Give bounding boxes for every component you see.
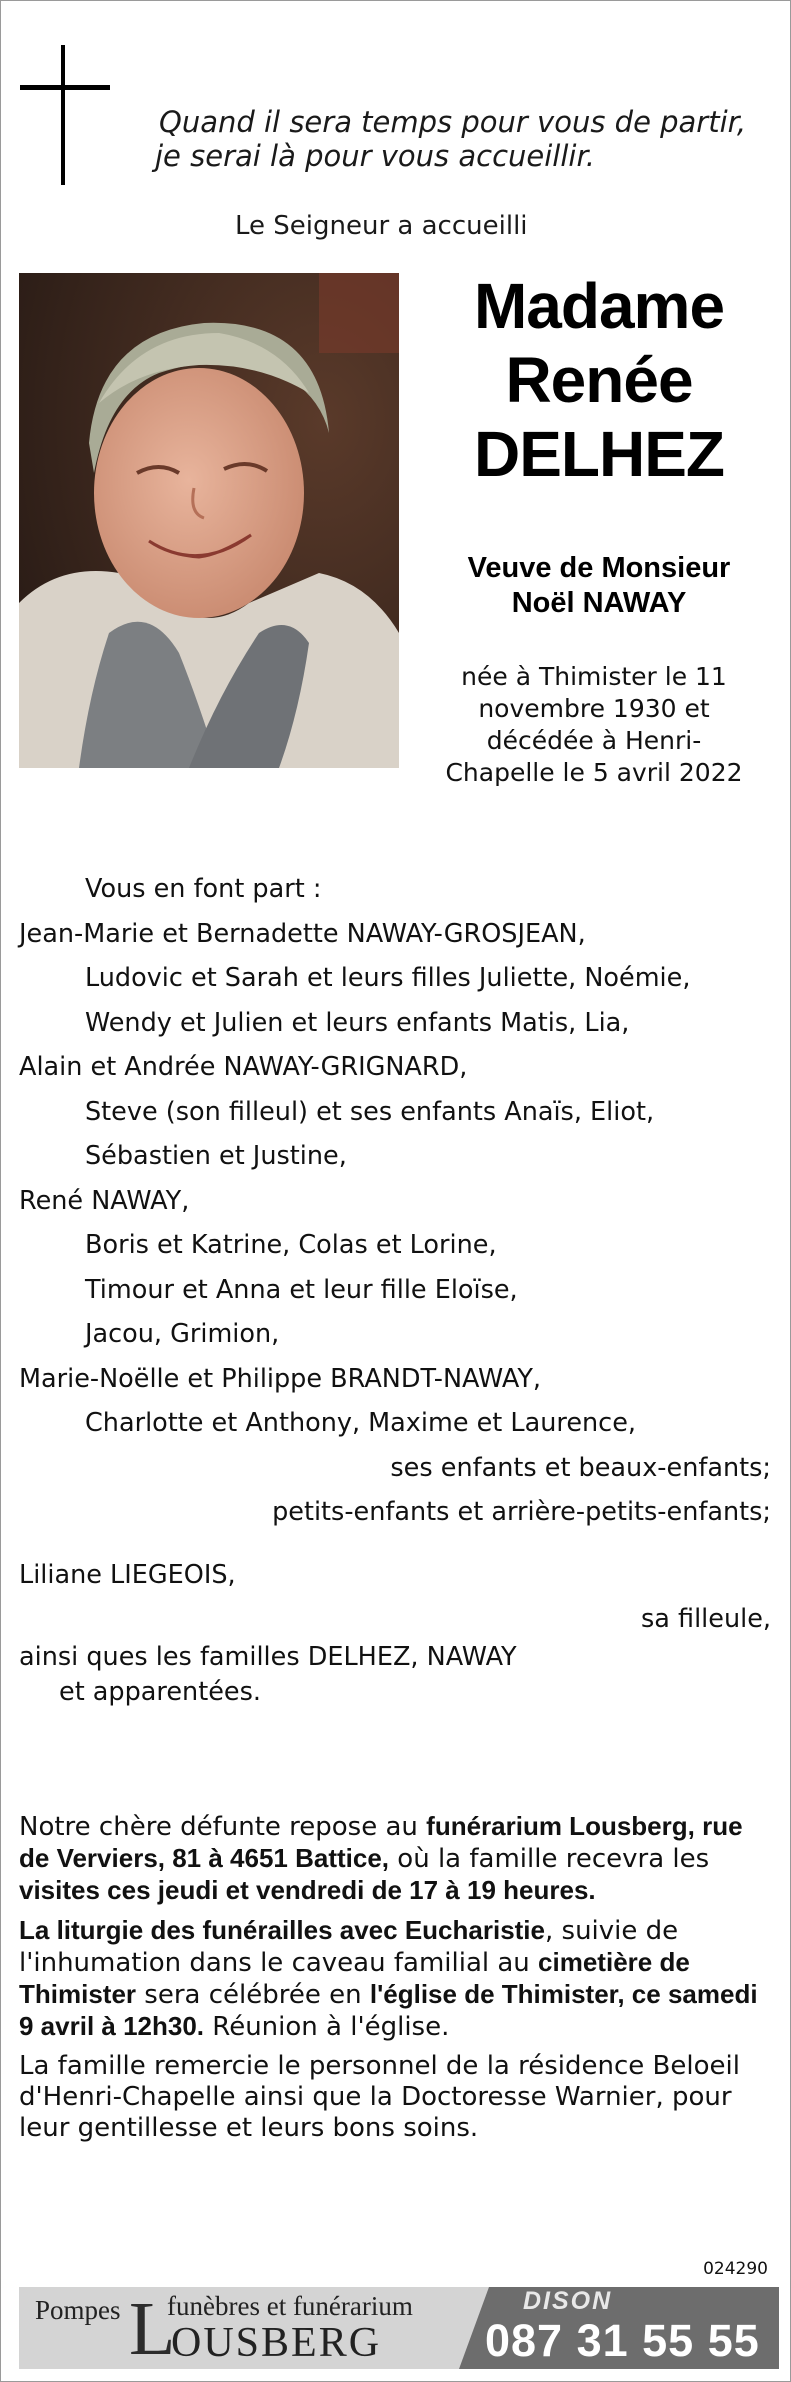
- info-text: où la famille recevra les: [389, 1844, 710, 1874]
- info-bold: funérarium Lousberg, rue de Verviers, 81 à 4651 Battice,: [19, 1811, 743, 1873]
- family-line: ainsi ques les familles DELHEZ, NAWAY: [19, 1641, 517, 1672]
- family-list: [19, 867, 779, 1712]
- birth-death-info: [409, 661, 779, 789]
- cross-icon: [61, 45, 65, 185]
- widow-of: [419, 551, 779, 621]
- widow-line-2: Noël NAWAY: [511, 587, 687, 619]
- deceased-first-name: Renée: [505, 344, 693, 416]
- funeral-info: [19, 1811, 779, 2152]
- funeral-home-banner: [19, 2287, 779, 2369]
- family-line: Jean-Marie et Bernadette NAWAY-GROSJEAN,: [19, 918, 586, 949]
- footer-pompes: Pompes: [35, 2295, 121, 2325]
- family-line: et apparentées.: [59, 1676, 261, 1707]
- footer-phone: 087 31 55 55: [485, 2315, 760, 2366]
- info-bold: visites ces jeudi et vendredi de 17 à 19 heures.: [19, 1875, 596, 1905]
- footer-city: DISON: [523, 2287, 613, 2315]
- thanks-paragraph: La famille remercie le personnel de la résidence Beloeil d'Henri-Chapelle ainsi que la Doctoresse Warnier, pour leur gentillesse et leurs bons soins.: [19, 2051, 740, 2143]
- family-line: Liliane LIEGEOIS,: [19, 1559, 236, 1590]
- footer-funebres: funèbres et funérarium: [167, 2291, 413, 2321]
- info-bold: cimetière de Thimister: [19, 1947, 690, 2009]
- family-line: Timour et Anna et leur fille Eloïse,: [85, 1274, 518, 1305]
- intro-text: Le Seigneur a accueilli: [235, 211, 528, 241]
- family-line: Charlotte et Anthony, Maxime et Laurence,: [85, 1408, 636, 1438]
- family-line: Wendy et Julien et leurs enfants Matis, Lia,: [85, 1007, 630, 1038]
- info-text: Notre chère défunte repose au: [19, 1812, 427, 1842]
- family-line: Boris et Katrine, Colas et Lorine,: [85, 1230, 497, 1260]
- birth-death-line: née à Thimister le 11: [461, 662, 727, 691]
- footer-logo-letter: L: [129, 2287, 176, 2371]
- family-line: petits-enfants et arrière-petits-enfants;: [272, 1497, 771, 1527]
- portrait-photo: [19, 273, 399, 768]
- family-line: Marie-Noëlle et Philippe BRANDT-NAWAY,: [19, 1363, 542, 1394]
- spacer: [19, 1535, 779, 1553]
- widow-line-1: Veuve de Monsieur: [467, 552, 731, 584]
- deceased-last-name: DELHEZ: [474, 418, 724, 490]
- portrait-image: [19, 273, 399, 768]
- family-line: ses enfants et beaux-enfants;: [390, 1452, 771, 1483]
- family-line: Sébastien et Justine,: [85, 1141, 347, 1171]
- family-line: Alain et Andrée NAWAY-GRIGNARD,: [19, 1052, 468, 1082]
- deceased-title: Madame: [473, 270, 725, 342]
- family-line: Steve (son filleul) et ses enfants Anaïs, Eliot,: [85, 1096, 655, 1127]
- quote-line-2: je serai là pour vous accueillir.: [155, 139, 595, 173]
- info-text: , suivie de l'inhumation dans le caveau familial au: [19, 1916, 679, 1978]
- family-line: sa filleule,: [641, 1604, 771, 1634]
- visitation-paragraph: [19, 1811, 779, 1907]
- epitaph-quote: [155, 105, 747, 173]
- reference-number: 024290: [703, 2259, 768, 2279]
- deceased-name: [419, 269, 779, 491]
- family-line: René NAWAY,: [19, 1185, 190, 1216]
- liturgy-paragraph: [19, 1915, 779, 2043]
- birth-death-line: novembre 1930 et: [478, 694, 710, 723]
- family-intro: Vous en font part :: [85, 874, 322, 904]
- footer-brand: OUSBERG: [171, 2320, 382, 2366]
- info-text: sera célébrée en: [136, 1980, 370, 2010]
- info-text: Réunion à l'église.: [204, 2012, 450, 2042]
- info-bold: l'église de Thimister, ce samedi 9 avril à 12h30.: [19, 1979, 758, 2041]
- info-bold: La liturgie des funérailles avec Eucharistie: [19, 1915, 545, 1945]
- family-line: Ludovic et Sarah et leurs filles Juliette, Noémie,: [85, 963, 691, 993]
- cross-icon-bar: [20, 85, 110, 90]
- quote-line-1: Quand il sera temps pour vous de partir,: [159, 105, 747, 139]
- birth-death-line: décédée à Henri-: [486, 726, 702, 755]
- birth-death-line: Chapelle le 5 avril 2022: [445, 758, 743, 787]
- family-line: Jacou, Grimion,: [85, 1319, 280, 1349]
